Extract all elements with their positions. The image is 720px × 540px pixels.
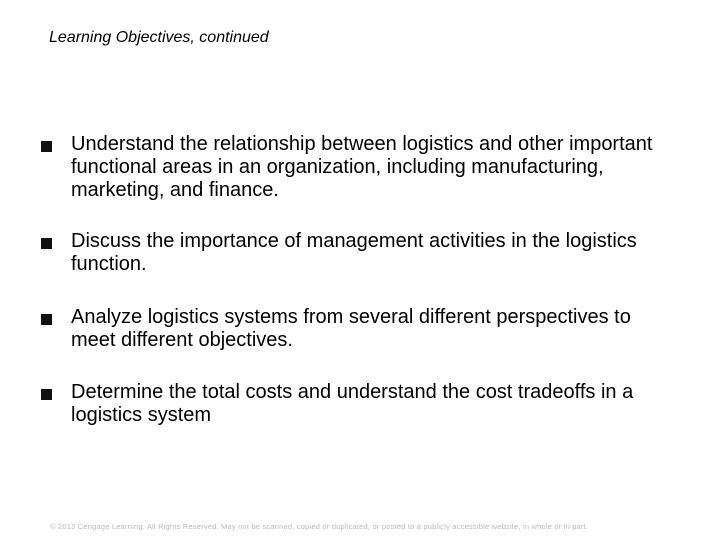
list-item (40, 306, 680, 352)
bullet-text: Discuss the importance of management activities in the logistics function. (71, 230, 637, 275)
bullet-text: Understand the relationship between logistics and other important functional areas in an organization, including manufacturing, marketing, and finance. (71, 133, 653, 201)
square-bullet-icon (41, 314, 52, 325)
slide-title: Learning Objectives, continued (49, 29, 269, 46)
bullet-text: Determine the total costs and understand the cost tradeoffs in a logistics system (71, 381, 634, 426)
list-item (40, 133, 680, 202)
list-item (40, 381, 680, 427)
square-bullet-icon (41, 141, 52, 152)
list-item (40, 230, 680, 276)
copyright-footer: © 2013 Cengage Learning. All Rights Reserved. May not be scanned, copied or duplicated, or posted to a publicly accessible website, in whole or in part. (50, 522, 589, 531)
square-bullet-icon (41, 389, 52, 400)
square-bullet-icon (41, 238, 52, 249)
bullet-text: Analyze logistics systems from several different perspectives to meet different objectives. (71, 306, 631, 351)
